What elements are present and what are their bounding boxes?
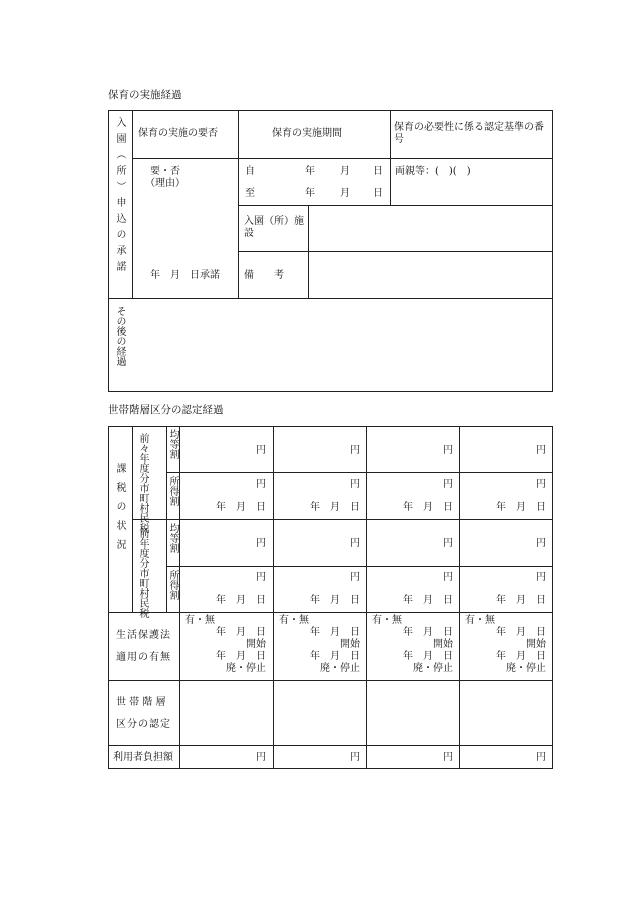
class-label-1: 世 帯 階 層 [116, 697, 166, 708]
col-requirement: 保育の実施の要否 [138, 128, 218, 139]
to-label: 至 [245, 188, 255, 199]
after-label: その後の経過 [114, 306, 125, 366]
to-year: 年 [305, 188, 315, 199]
yes-none-c2: 有・無 [279, 615, 309, 626]
date-r4-c3: 年 月 日 [403, 595, 453, 606]
burden-yen-c3: 円 [443, 752, 453, 763]
date-r4-c1: 年 月 日 [216, 595, 266, 606]
date-r4-c4: 年 月 日 [496, 595, 546, 606]
yen-r2-c4: 円 [536, 479, 546, 490]
yen-r1-c4: 円 [536, 445, 546, 456]
income-share-2: 所得割 [167, 570, 178, 600]
yen-r4-c1: 円 [256, 572, 266, 583]
date-r2-c3: 年 月 日 [403, 502, 453, 513]
tax-status-label: 課税の状況 [114, 463, 125, 558]
to-month: 月 [340, 188, 350, 199]
burden-yen-c1: 円 [256, 752, 266, 763]
burden-yen-c4: 円 [536, 752, 546, 763]
burden-label: 利用者負担額 [113, 752, 173, 763]
yen-r2-c3: 円 [443, 479, 453, 490]
parents: 両親等：( )( ) [395, 166, 471, 177]
equal-share-1: 均等割 [167, 429, 178, 459]
approval-date: 年 月 日承諾 [150, 270, 220, 281]
class-label-2: 区分の認定 [116, 719, 171, 730]
reason: （理由） [145, 178, 185, 189]
date-r4-c2: 年 月 日 [310, 595, 360, 606]
start-date-c2: 年 月 日 [310, 627, 360, 638]
from-month: 月 [340, 166, 350, 177]
equal-share-2: 均等割 [167, 523, 178, 553]
yen-r1-c2: 円 [350, 445, 360, 456]
welfare-label-1: 生活保護法 [116, 630, 171, 641]
section-title-classification: 世帯階層区分の認定経過 [108, 404, 224, 416]
yes-none-c3: 有・無 [372, 615, 402, 626]
stop-c1: 廃・停止 [226, 663, 266, 674]
stop-date-c3: 年 月 日 [403, 651, 453, 662]
yen-r4-c2: 円 [350, 572, 360, 583]
yes-none-c1: 有・無 [185, 615, 215, 626]
remarks-label: 備 考 [244, 270, 284, 281]
welfare-label-2: 適用の有無 [116, 652, 171, 663]
yen-r4-c4: 円 [536, 572, 546, 583]
section-title-implementation: 保育の実施経過 [108, 89, 182, 101]
start-c1: 開始 [246, 639, 266, 650]
yen-r2-c2: 円 [350, 479, 360, 490]
stop-date-c2: 年 月 日 [310, 651, 360, 662]
start-c3: 開始 [433, 639, 453, 650]
prev-year-tax: 前年度分市町村民税 [137, 528, 148, 618]
date-r2-c4: 年 月 日 [496, 502, 546, 513]
start-date-c3: 年 月 日 [403, 627, 453, 638]
yes-none-c4: 有・無 [465, 615, 495, 626]
from-label: 自 [245, 166, 255, 177]
facility-label: 入園（所）施設 [244, 216, 304, 239]
yen-r2-c1: 円 [256, 479, 266, 490]
income-share-1: 所得割 [167, 476, 178, 506]
to-day: 日 [373, 188, 383, 199]
yes-no: 要・否 [150, 166, 180, 177]
stop-c3: 廃・停止 [413, 663, 453, 674]
yen-r3-c3: 円 [443, 538, 453, 549]
start-c2: 開始 [340, 639, 360, 650]
yen-r1-c3: 円 [443, 445, 453, 456]
yen-r3-c4: 円 [536, 538, 546, 549]
yen-r3-c1: 円 [256, 538, 266, 549]
stop-date-c1: 年 月 日 [216, 651, 266, 662]
side-label-application: 入園（所）申込の承諾 [114, 117, 125, 277]
stop-date-c4: 年 月 日 [496, 651, 546, 662]
date-r2-c1: 年 月 日 [216, 502, 266, 513]
start-date-c4: 年 月 日 [496, 627, 546, 638]
stop-c4: 廃・停止 [506, 663, 546, 674]
yen-r1-c1: 円 [256, 445, 266, 456]
from-day: 日 [373, 166, 383, 177]
prev-prev-year-tax: 前々年度分市町村民税 [137, 433, 148, 533]
col-criteria: 保育の必要性に係る認定基準の番号 [394, 122, 544, 145]
stop-c2: 廃・停止 [320, 663, 360, 674]
start-c4: 開始 [526, 639, 546, 650]
start-date-c1: 年 月 日 [216, 627, 266, 638]
col-period: 保育の実施期間 [272, 128, 342, 139]
date-r2-c2: 年 月 日 [310, 502, 360, 513]
burden-yen-c2: 円 [350, 752, 360, 763]
yen-r4-c3: 円 [443, 572, 453, 583]
yen-r3-c2: 円 [350, 538, 360, 549]
from-year: 年 [305, 166, 315, 177]
